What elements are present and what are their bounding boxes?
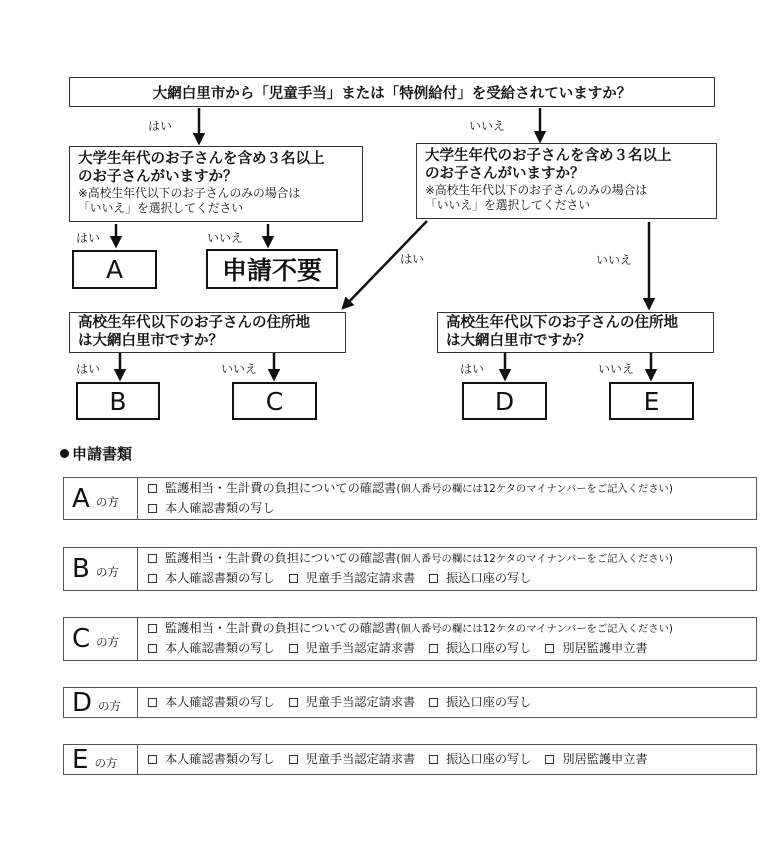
bullet-icon	[60, 449, 69, 458]
result-not-required	[206, 249, 338, 289]
checkbox-icon[interactable]	[429, 574, 438, 583]
checkbox-icon[interactable]	[429, 698, 438, 707]
doc-row-b-items	[138, 548, 756, 590]
question-address-right-line1: 高校生年代以下のお子さんの住所地	[446, 315, 678, 332]
doc-row-e-items	[138, 745, 756, 774]
question-left-note1: ※高校生年代以下のお子さんのみの場合は	[78, 186, 301, 201]
question-right-line1: 大学生年代のお子さんを含め３名以上	[425, 148, 672, 164]
doc-row-e	[63, 744, 757, 775]
doc-item-label: 別居監護申立書	[562, 641, 648, 655]
label-right-yes: はい	[400, 252, 425, 266]
result-d	[462, 382, 547, 420]
doc-item-id-copy[interactable]	[148, 641, 275, 655]
doc-item-label: 監護相当・生計費の負担についての確認書	[165, 480, 397, 495]
checkbox-icon[interactable]	[148, 624, 157, 633]
doc-item-separate-residence[interactable]	[545, 752, 647, 766]
doc-item-confirmation[interactable]	[148, 551, 673, 565]
doc-item-claim-form[interactable]	[289, 641, 416, 655]
doc-item-label: 児童手当認定請求書	[305, 571, 416, 585]
doc-row-e-letter: E	[72, 744, 89, 775]
label-left-no: いいえ	[207, 231, 244, 245]
doc-item-label: 振込口座の写し	[446, 641, 532, 655]
checkbox-icon[interactable]	[289, 698, 298, 707]
doc-item-confirmation[interactable]	[148, 621, 673, 635]
doc-item-bank-copy[interactable]	[429, 752, 531, 766]
checkbox-icon[interactable]	[289, 755, 298, 764]
doc-row-c-suffix: の方	[96, 635, 120, 649]
doc-row-c-items	[138, 618, 756, 660]
doc-item-label: 監護相当・生計費の負担についての確認書	[165, 621, 397, 636]
checkbox-icon[interactable]	[148, 484, 157, 493]
doc-item-claim-form[interactable]	[289, 752, 416, 766]
doc-row-e-label	[64, 745, 138, 774]
question-right-line2: のお子さんがいますか？	[425, 165, 585, 182]
label-addr-right-yes: はい	[460, 362, 485, 376]
doc-item-label: 本人確認書類の写し	[165, 751, 275, 766]
question-left-line2: のお子さんがいますか？	[78, 168, 238, 185]
doc-row-a-suffix: の方	[95, 494, 119, 509]
doc-item-label: 振込口座の写し	[446, 751, 532, 766]
doc-row-b-label	[64, 548, 138, 590]
result-not-required-text: 申請不要	[221, 256, 322, 285]
doc-item-id-copy[interactable]	[148, 695, 275, 709]
doc-item-label: 振込口座の写し	[446, 694, 532, 709]
checkbox-icon[interactable]	[148, 698, 157, 707]
doc-item-label: 監護相当・生計費の負担についての確認書	[165, 551, 397, 566]
label-addr-left-no: いいえ	[221, 362, 258, 376]
result-c	[232, 382, 317, 420]
result-c-text: C	[265, 386, 284, 416]
doc-row-c-label	[64, 618, 138, 660]
checkbox-icon[interactable]	[545, 644, 554, 653]
label-addr-right-no: いいえ	[598, 362, 635, 376]
checkbox-icon[interactable]	[148, 504, 157, 513]
doc-item-confirmation[interactable]	[148, 481, 673, 495]
doc-row-b-suffix: の方	[95, 565, 119, 579]
doc-item-bank-copy[interactable]	[429, 571, 531, 585]
doc-row-c	[63, 617, 757, 661]
top-question-text: 大網白里市から「児童手当」または「特例給付」を受給されていますか？	[152, 85, 632, 102]
checkbox-icon[interactable]	[148, 554, 157, 563]
doc-item-label: 本人確認書類の写し	[165, 694, 275, 709]
doc-item-label: 振込口座の写し	[446, 571, 532, 585]
doc-item-bank-copy[interactable]	[429, 641, 531, 655]
result-e-text: E	[643, 386, 660, 416]
question-right	[416, 143, 717, 219]
question-address-left	[69, 312, 346, 353]
checkbox-icon[interactable]	[429, 644, 438, 653]
doc-row-a-letter: A	[72, 483, 90, 514]
doc-row-d-items	[138, 688, 756, 717]
label-right-no: いいえ	[596, 253, 633, 267]
doc-item-note: (個人番号の欄には12ケタのマイナンバーをご記入ください)	[396, 482, 673, 495]
checkbox-icon[interactable]	[148, 755, 157, 764]
doc-row-b	[63, 547, 757, 591]
label-top-no: いいえ	[469, 119, 506, 133]
label-addr-left-yes: はい	[76, 362, 101, 376]
doc-item-claim-form[interactable]	[289, 571, 416, 585]
doc-row-d-suffix: の方	[98, 698, 122, 713]
doc-item-label: 本人確認書類の写し	[165, 500, 275, 515]
checkbox-icon[interactable]	[148, 574, 157, 583]
label-left-yes: はい	[76, 231, 101, 245]
result-b-text: B	[109, 386, 127, 416]
result-d-text: D	[494, 386, 515, 416]
question-address-left-line1: 高校生年代以下のお子さんの住所地	[78, 315, 310, 332]
doc-row-c-letter: C	[72, 624, 91, 654]
question-left-note2: 「いいえ」を選択してください	[78, 200, 244, 215]
doc-row-e-suffix: の方	[94, 755, 118, 770]
question-address-right	[437, 312, 714, 353]
doc-row-b-letter: B	[72, 554, 90, 584]
question-address-right-line2: は大網白里市ですか？	[446, 332, 591, 349]
question-left-line1: 大学生年代のお子さんを含め３名以上	[78, 151, 325, 167]
doc-item-note: (個人番号の欄には12ケタのマイナンバーをご記入ください)	[396, 623, 673, 636]
doc-row-d-letter: D	[72, 687, 93, 718]
doc-item-label: 別居監護申立書	[562, 751, 648, 766]
question-address-left-line2: は大網白里市ですか？	[78, 332, 223, 349]
documents-heading-text: 申請書類	[72, 445, 133, 463]
label-top-yes: はい	[148, 119, 173, 133]
doc-item-id-copy[interactable]	[148, 501, 275, 515]
doc-item-label: 本人確認書類の写し	[165, 641, 275, 655]
checkbox-icon[interactable]	[545, 755, 554, 764]
doc-item-claim-form[interactable]	[289, 695, 416, 709]
result-e	[609, 382, 694, 420]
doc-item-label: 児童手当認定請求書	[305, 751, 416, 766]
top-question	[69, 77, 715, 107]
question-left	[69, 146, 363, 222]
doc-item-label: 本人確認書類の写し	[165, 571, 275, 585]
doc-item-id-copy[interactable]	[148, 571, 275, 585]
doc-row-d	[63, 687, 757, 718]
question-right-note2: 「いいえ」を選択してください	[425, 197, 591, 212]
doc-row-a-items	[138, 478, 756, 519]
doc-row-a-label	[64, 478, 138, 519]
doc-item-separate-residence[interactable]	[545, 641, 647, 655]
doc-item-bank-copy[interactable]	[429, 695, 531, 709]
checkbox-icon[interactable]	[148, 644, 157, 653]
result-a	[72, 250, 157, 289]
checkbox-icon[interactable]	[289, 644, 298, 653]
result-b	[76, 382, 160, 420]
checkbox-icon[interactable]	[429, 755, 438, 764]
doc-item-note: (個人番号の欄には12ケタのマイナンバーをご記入ください)	[396, 553, 673, 566]
result-a-text: A	[105, 255, 124, 284]
doc-item-label: 児童手当認定請求書	[305, 641, 416, 655]
checkbox-icon[interactable]	[289, 574, 298, 583]
doc-row-d-label	[64, 688, 138, 717]
doc-item-id-copy[interactable]	[148, 752, 275, 766]
documents-heading	[60, 443, 132, 464]
doc-item-label: 児童手当認定請求書	[305, 694, 416, 709]
question-right-note1: ※高校生年代以下のお子さんのみの場合は	[425, 183, 648, 198]
doc-row-a	[63, 477, 757, 520]
